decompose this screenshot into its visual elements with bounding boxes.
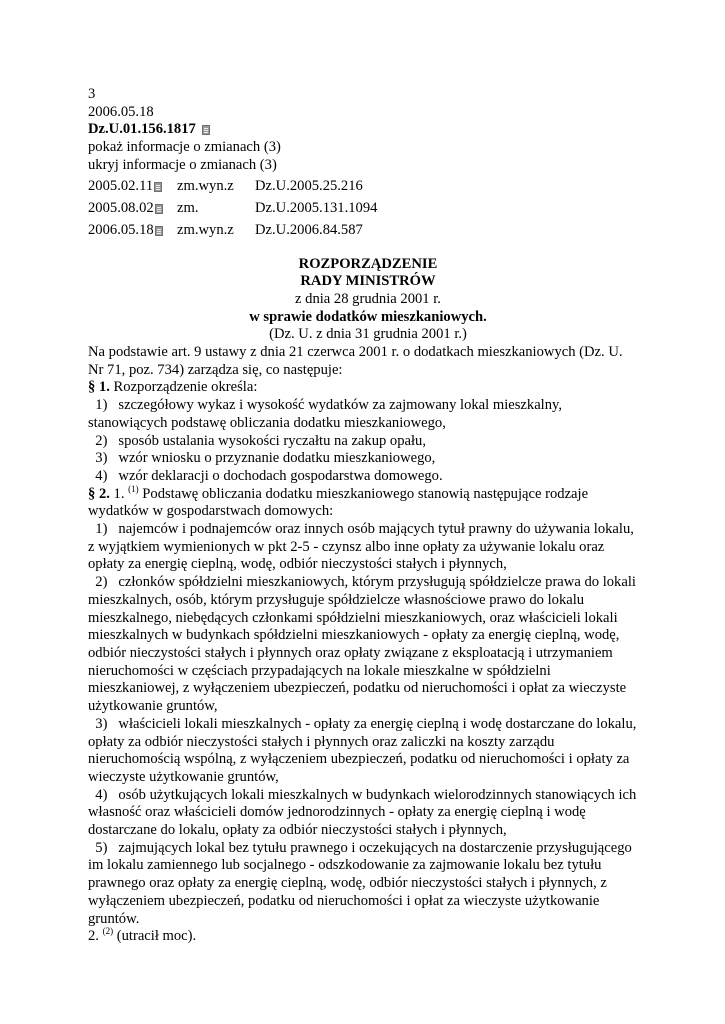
change-row — [88, 176, 648, 198]
footnote-2[interactable]: (2) — [102, 926, 114, 937]
section-2-intro: Podstawę obliczania dodatku mieszkaniowego stanowią następujące rodzaje — [138, 485, 589, 502]
section-2-line: nieruchomością wspólną, z wyłączeniem ubezpieczeń, podatku od nieruchomości i opłaty za — [88, 751, 630, 768]
section-2-line: wieczyste użytkowanie gruntów, — [88, 768, 279, 785]
title-block — [88, 256, 648, 345]
footnote-1[interactable]: (1) — [128, 483, 139, 494]
section-2-num: 1. — [109, 485, 129, 502]
change-type: zm.wyn.z — [177, 177, 234, 194]
section-2-line: nieruchomości w częściach przypadających na lokale mieszkalne w spółdzielni — [88, 662, 551, 679]
doc-id: Dz.U.01.156.1817 — [88, 121, 196, 138]
section-2-line: opłaty za odbiór nieczystości stałych i płynnych oraz zaliczki na koszty zarządu — [88, 733, 555, 750]
section-2-line: 3) właścicieli lokali mieszkalnych - opłaty za energię cieplną i wodę dostarczane do lokalu, — [88, 715, 637, 732]
doc-number: 3 — [88, 86, 96, 102]
section-2-label: § 2. — [88, 485, 110, 502]
title-date: z dnia 28 grudnia 2001 r. — [295, 290, 441, 307]
change-ref: Dz.U.2005.25.216 — [255, 177, 363, 194]
title-subject: w sprawie dodatków mieszkaniowych. — [249, 308, 487, 325]
section-2-line: wydatków w gospodarstwach domowych: — [88, 503, 334, 520]
change-date: 2006.05.18 — [88, 221, 154, 238]
section-2-line: mieszkalnych, osób, którym przysługuje spółdzielcze własnościowe prawo do lokalu — [88, 591, 585, 608]
section-2-line: mieszkalnych w budynkach spółdzielni mieszkaniowych - opłaty za energię cieplną, wodę, — [88, 627, 620, 644]
change-date: 2005.02.11 — [88, 177, 154, 194]
section-1-item: stanowiących podstawę obliczania dodatku mieszkaniowego, — [88, 414, 446, 431]
section-2-line: odbiór nieczystości stałych i płynnych oraz opłaty związane z eksploatacją i utrzymaniem — [88, 644, 613, 661]
section-2-line: 5) zajmujących lokal bez tytułu prawnego i oczekujących na dostarczenie przysługującego — [88, 839, 632, 856]
section-2-line: 4) osób użytkujących lokali mieszkalnych w budynkach wielorodzinnych stanowiących ich — [88, 786, 637, 803]
section-2-line: mieszkalnego, niebędących członkami spółdzielni mieszkaniowych, oraz właścicieli lokali — [88, 609, 618, 626]
doc-date: 2006.05.18 — [88, 103, 154, 120]
change-type: zm. — [177, 199, 199, 216]
section-2-line: własność oraz właścicieli domów jednorodzinnych - opłaty za energię cieplną i wodę — [88, 804, 586, 821]
changes-list — [88, 176, 648, 242]
change-row — [88, 198, 648, 220]
section-1 — [88, 379, 636, 485]
document-icon[interactable] — [202, 125, 210, 135]
section-2-line: użytkowanie gruntów, — [88, 698, 218, 715]
section-2-line: gruntów. — [88, 910, 140, 927]
title-journal: (Dz. U. z dnia 31 grudnia 2001 r.) — [269, 326, 467, 343]
preamble-line: Na podstawie art. 9 ustawy z dnia 21 czerwca 2001 r. o dodatkach mieszkaniowych (Dz. U. — [88, 344, 623, 361]
title-line2: RADY MINISTRÓW — [300, 273, 436, 290]
change-date: 2005.08.02 — [88, 199, 154, 216]
document-page — [88, 86, 648, 946]
section-1-text: Rozporządzenie określa: — [109, 379, 258, 396]
change-type: zm.wyn.z — [177, 221, 234, 238]
document-icon[interactable] — [155, 204, 163, 214]
section-2-line: im lokalu zamiennego lub socjalnego - odszkodowanie za zajmowanie lokalu bez tytułu — [88, 857, 602, 874]
preamble-line: Nr 71, poz. 734) zarządza się, co następuje: — [88, 361, 343, 378]
section-2-line: z wyjątkiem wymienionych w pkt 2-5 - czynsz albo inne opłaty za używanie lokalu oraz — [88, 538, 605, 555]
section-2-line: 1) najemców i podnajemców oraz innych osób mających tytuł prawny do używania lokalu, — [88, 521, 634, 538]
section-1-item: 4) wzór deklaracji o dochodach gospodarstwa domowego. — [88, 467, 443, 484]
section-2-p2-num: 2. — [88, 928, 103, 945]
preamble — [88, 344, 636, 379]
show-changes-link[interactable]: pokaż informacje o zmianach (3) — [88, 139, 281, 156]
change-ref: Dz.U.2006.84.587 — [255, 221, 363, 238]
doc-id-row — [88, 121, 648, 139]
change-ref: Dz.U.2005.131.1094 — [255, 199, 378, 216]
document-icon[interactable] — [154, 182, 162, 192]
section-2-p2-text: (utracił moc). — [113, 928, 197, 945]
document-icon[interactable] — [155, 226, 163, 236]
section-1-item: 3) wzór wniosku o przyznanie dodatku mieszkaniowego, — [88, 450, 436, 467]
section-2-line: dostarczane do lokalu, opłaty za odbiór nieczystości stałych i płynnych, — [88, 822, 507, 839]
section-1-label: § 1. — [88, 379, 110, 396]
change-row — [88, 220, 648, 242]
section-2-line: wyłączeniem ubezpieczeń, podatku od nieruchomości i opłat za wieczyste użytkowanie — [88, 892, 600, 909]
section-2-line: opłaty za energię cieplną, wodę, odbiór nieczystości stałych i płynnych, — [88, 556, 507, 573]
hide-changes-link[interactable]: ukryj informacje o zmianach (3) — [88, 156, 277, 173]
section-2-line: 2) członków spółdzielni mieszkaniowych, którym przysługują spółdzielcze prawa do lokali — [88, 574, 636, 591]
section-2 — [88, 483, 637, 946]
title-line1: ROZPORZĄDZENIE — [298, 255, 438, 272]
section-2-line: mieszkaniowej, z wyłączeniem ubezpieczeń, podatku od nieruchomości i opłat za wieczyste — [88, 680, 627, 697]
section-1-item: 2) sposób ustalania wysokości ryczałtu na zakup opału, — [88, 432, 427, 449]
section-1-item: 1) szczegółowy wykaz i wysokość wydatków za zajmowany lokal mieszkalny, — [88, 397, 563, 414]
section-2-line: prawnego oraz opłaty za energię cieplną, wodę, odbiór nieczystości stałych i płynnych, z — [88, 875, 607, 892]
